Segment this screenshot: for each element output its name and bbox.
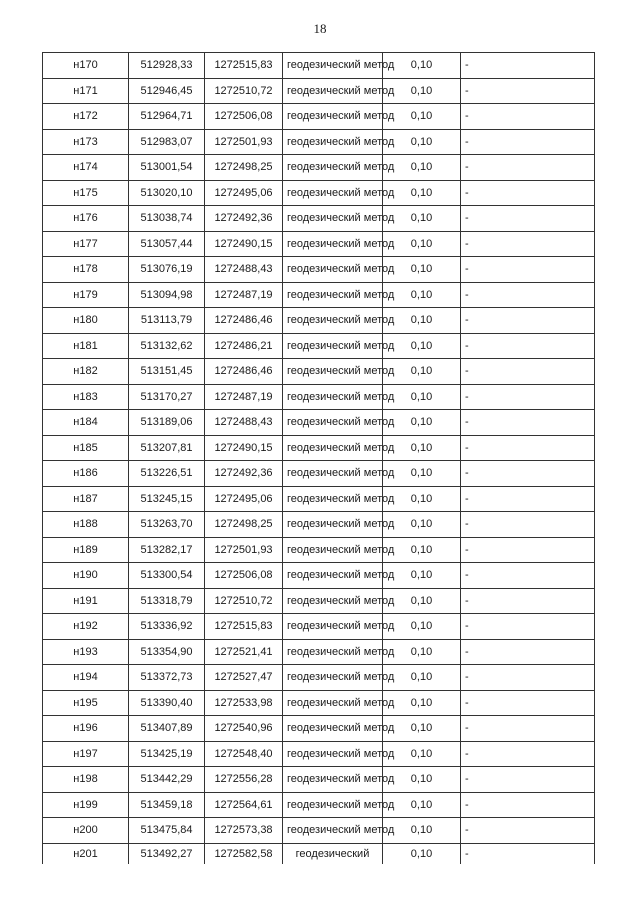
method-cell: геодезический метод (283, 384, 383, 410)
note-cell: - (461, 614, 595, 640)
table-row (43, 843, 595, 864)
point-name-cell: н179 (43, 282, 129, 308)
y-coordinate-cell: 1272486,21 (205, 333, 283, 359)
accuracy-cell: 0,10 (383, 104, 461, 130)
y-coordinate-cell: 1272515,83 (205, 53, 283, 79)
accuracy-cell: 0,10 (383, 180, 461, 206)
note-cell: - (461, 206, 595, 232)
x-coordinate-cell: 513207,81 (129, 435, 205, 461)
note-cell: - (461, 665, 595, 691)
accuracy-cell: 0,10 (383, 410, 461, 436)
note-cell: - (461, 231, 595, 257)
x-coordinate-cell: 513094,98 (129, 282, 205, 308)
y-coordinate-cell: 1272501,93 (205, 537, 283, 563)
point-name-cell: н190 (43, 563, 129, 589)
method-cell: геодезический метод (283, 614, 383, 640)
y-coordinate-cell: 1272490,15 (205, 435, 283, 461)
method-cell: геодезический метод (283, 410, 383, 436)
point-name-cell: н187 (43, 486, 129, 512)
x-coordinate-cell: 513282,17 (129, 537, 205, 563)
method-cell: геодезический метод (283, 792, 383, 818)
x-coordinate-cell: 513390,40 (129, 690, 205, 716)
accuracy-cell: 0,10 (383, 359, 461, 385)
method-cell: геодезический метод (283, 180, 383, 206)
table-row (43, 129, 595, 155)
method-cell: геодезический метод (283, 741, 383, 767)
note-cell: - (461, 818, 595, 844)
y-coordinate-cell: 1272533,98 (205, 690, 283, 716)
x-coordinate-cell: 513245,15 (129, 486, 205, 512)
page-number: 18 (313, 21, 327, 36)
point-name-cell: н183 (43, 384, 129, 410)
y-coordinate-cell: 1272556,28 (205, 767, 283, 793)
coordinates-table-body (43, 53, 595, 864)
method-cell: геодезический метод (283, 257, 383, 283)
note-cell: - (461, 155, 595, 181)
table-row (43, 308, 595, 334)
y-coordinate-cell: 1272540,96 (205, 716, 283, 742)
method-cell: геодезический метод (283, 486, 383, 512)
accuracy-cell: 0,10 (383, 767, 461, 793)
y-coordinate-cell: 1272495,06 (205, 486, 283, 512)
y-coordinate-cell: 1272487,19 (205, 384, 283, 410)
accuracy-cell: 0,10 (383, 384, 461, 410)
method-cell: геодезический метод (283, 512, 383, 538)
table-row (43, 180, 595, 206)
note-cell: - (461, 410, 595, 436)
note-cell: - (461, 767, 595, 793)
point-name-cell: н197 (43, 741, 129, 767)
y-coordinate-cell: 1272510,72 (205, 588, 283, 614)
y-coordinate-cell: 1272492,36 (205, 206, 283, 232)
note-cell: - (461, 333, 595, 359)
y-coordinate-cell: 1272564,61 (205, 792, 283, 818)
method-cell: геодезический метод (283, 563, 383, 589)
y-coordinate-cell: 1272501,93 (205, 129, 283, 155)
note-cell: - (461, 435, 595, 461)
y-coordinate-cell: 1272488,43 (205, 410, 283, 436)
table-row (43, 104, 595, 130)
x-coordinate-cell: 513001,54 (129, 155, 205, 181)
y-coordinate-cell: 1272490,15 (205, 231, 283, 257)
accuracy-cell: 0,10 (383, 282, 461, 308)
point-name-cell: н176 (43, 206, 129, 232)
y-coordinate-cell: 1272548,40 (205, 741, 283, 767)
accuracy-cell: 0,10 (383, 461, 461, 487)
x-coordinate-cell: 513354,90 (129, 639, 205, 665)
table-row (43, 614, 595, 640)
accuracy-cell: 0,10 (383, 435, 461, 461)
y-coordinate-cell: 1272487,19 (205, 282, 283, 308)
x-coordinate-cell: 513151,45 (129, 359, 205, 385)
note-cell: - (461, 129, 595, 155)
note-cell: - (461, 359, 595, 385)
point-name-cell: н198 (43, 767, 129, 793)
method-cell: геодезический метод (283, 231, 383, 257)
accuracy-cell: 0,10 (383, 231, 461, 257)
x-coordinate-cell: 512964,71 (129, 104, 205, 130)
note-cell: - (461, 537, 595, 563)
point-name-cell: н193 (43, 639, 129, 665)
accuracy-cell: 0,10 (383, 639, 461, 665)
accuracy-cell: 0,10 (383, 333, 461, 359)
method-cell: геодезический метод (283, 78, 383, 104)
x-coordinate-cell: 512983,07 (129, 129, 205, 155)
x-coordinate-cell: 512928,33 (129, 53, 205, 79)
table-row (43, 53, 595, 79)
note-cell: - (461, 588, 595, 614)
table-row (43, 231, 595, 257)
table-row (43, 767, 595, 793)
x-coordinate-cell: 513057,44 (129, 231, 205, 257)
point-name-cell: н171 (43, 78, 129, 104)
method-cell: геодезический метод (283, 104, 383, 130)
accuracy-cell: 0,10 (383, 843, 461, 864)
y-coordinate-cell: 1272492,36 (205, 461, 283, 487)
table-row (43, 741, 595, 767)
note-cell: - (461, 512, 595, 538)
table-row (43, 461, 595, 487)
accuracy-cell: 0,10 (383, 308, 461, 334)
accuracy-cell: 0,10 (383, 537, 461, 563)
accuracy-cell: 0,10 (383, 818, 461, 844)
accuracy-cell: 0,10 (383, 614, 461, 640)
x-coordinate-cell: 513189,06 (129, 410, 205, 436)
y-coordinate-cell: 1272498,25 (205, 155, 283, 181)
method-cell: геодезический метод (283, 690, 383, 716)
point-name-cell: н199 (43, 792, 129, 818)
method-cell: геодезический метод (283, 588, 383, 614)
table-row (43, 792, 595, 818)
point-name-cell: н180 (43, 308, 129, 334)
point-name-cell: н194 (43, 665, 129, 691)
x-coordinate-cell: 513038,74 (129, 206, 205, 232)
table-row (43, 435, 595, 461)
x-coordinate-cell: 513407,89 (129, 716, 205, 742)
coordinates-table (42, 52, 595, 864)
note-cell: - (461, 104, 595, 130)
note-cell: - (461, 690, 595, 716)
x-coordinate-cell: 513113,79 (129, 308, 205, 334)
accuracy-cell: 0,10 (383, 78, 461, 104)
x-coordinate-cell: 513372,73 (129, 665, 205, 691)
method-cell: геодезический метод (283, 282, 383, 308)
y-coordinate-cell: 1272506,08 (205, 104, 283, 130)
method-cell: геодезический метод (283, 129, 383, 155)
x-coordinate-cell: 513132,62 (129, 333, 205, 359)
accuracy-cell: 0,10 (383, 155, 461, 181)
method-cell: геодезический метод (283, 665, 383, 691)
table-row (43, 537, 595, 563)
note-cell: - (461, 308, 595, 334)
x-coordinate-cell: 512946,45 (129, 78, 205, 104)
y-coordinate-cell: 1272573,38 (205, 818, 283, 844)
x-coordinate-cell: 513076,19 (129, 257, 205, 283)
note-cell: - (461, 78, 595, 104)
point-name-cell: н195 (43, 690, 129, 716)
x-coordinate-cell: 513442,29 (129, 767, 205, 793)
accuracy-cell: 0,10 (383, 486, 461, 512)
point-name-cell: н189 (43, 537, 129, 563)
x-coordinate-cell: 513170,27 (129, 384, 205, 410)
y-coordinate-cell: 1272527,47 (205, 665, 283, 691)
accuracy-cell: 0,10 (383, 53, 461, 79)
table-row (43, 282, 595, 308)
method-cell: геодезический метод (283, 639, 383, 665)
y-coordinate-cell: 1272488,43 (205, 257, 283, 283)
y-coordinate-cell: 1272495,06 (205, 180, 283, 206)
point-name-cell: н181 (43, 333, 129, 359)
x-coordinate-cell: 513226,51 (129, 461, 205, 487)
y-coordinate-cell: 1272498,25 (205, 512, 283, 538)
table-row (43, 410, 595, 436)
point-name-cell: н186 (43, 461, 129, 487)
table-row (43, 155, 595, 181)
x-coordinate-cell: 513475,84 (129, 818, 205, 844)
accuracy-cell: 0,10 (383, 665, 461, 691)
table-row (43, 588, 595, 614)
note-cell: - (461, 792, 595, 818)
point-name-cell: н191 (43, 588, 129, 614)
note-cell: - (461, 563, 595, 589)
note-cell: - (461, 257, 595, 283)
table-row (43, 639, 595, 665)
accuracy-cell: 0,10 (383, 690, 461, 716)
table-row (43, 690, 595, 716)
method-cell: геодезический метод (283, 206, 383, 232)
point-name-cell: н173 (43, 129, 129, 155)
x-coordinate-cell: 513336,92 (129, 614, 205, 640)
method-cell: геодезический метод (283, 767, 383, 793)
table-row (43, 206, 595, 232)
table-row (43, 486, 595, 512)
x-coordinate-cell: 513459,18 (129, 792, 205, 818)
note-cell: - (461, 741, 595, 767)
accuracy-cell: 0,10 (383, 792, 461, 818)
table-row (43, 359, 595, 385)
note-cell: - (461, 384, 595, 410)
y-coordinate-cell: 1272515,83 (205, 614, 283, 640)
method-cell: геодезический метод (283, 818, 383, 844)
table-row (43, 257, 595, 283)
point-name-cell: н184 (43, 410, 129, 436)
point-name-cell: н182 (43, 359, 129, 385)
y-coordinate-cell: 1272506,08 (205, 563, 283, 589)
method-cell: геодезический метод (283, 716, 383, 742)
point-name-cell: н177 (43, 231, 129, 257)
method-cell: геодезический метод (283, 308, 383, 334)
method-cell: геодезический (283, 843, 383, 864)
accuracy-cell: 0,10 (383, 741, 461, 767)
point-name-cell: н174 (43, 155, 129, 181)
point-name-cell: н178 (43, 257, 129, 283)
method-cell: геодезический метод (283, 435, 383, 461)
method-cell: геодезический метод (283, 359, 383, 385)
y-coordinate-cell: 1272521,41 (205, 639, 283, 665)
y-coordinate-cell: 1272510,72 (205, 78, 283, 104)
accuracy-cell: 0,10 (383, 512, 461, 538)
method-cell: геодезический метод (283, 537, 383, 563)
point-name-cell: н185 (43, 435, 129, 461)
table-row (43, 384, 595, 410)
accuracy-cell: 0,10 (383, 257, 461, 283)
accuracy-cell: 0,10 (383, 206, 461, 232)
method-cell: геодезический метод (283, 155, 383, 181)
note-cell: - (461, 843, 595, 864)
y-coordinate-cell: 1272486,46 (205, 359, 283, 385)
point-name-cell: н192 (43, 614, 129, 640)
table-row (43, 78, 595, 104)
note-cell: - (461, 716, 595, 742)
table-row (43, 665, 595, 691)
note-cell: - (461, 180, 595, 206)
x-coordinate-cell: 513492,27 (129, 843, 205, 864)
method-cell: геодезический метод (283, 333, 383, 359)
point-name-cell: н170 (43, 53, 129, 79)
note-cell: - (461, 53, 595, 79)
note-cell: - (461, 486, 595, 512)
accuracy-cell: 0,10 (383, 716, 461, 742)
y-coordinate-cell: 1272486,46 (205, 308, 283, 334)
point-name-cell: н196 (43, 716, 129, 742)
accuracy-cell: 0,10 (383, 563, 461, 589)
point-name-cell: н188 (43, 512, 129, 538)
note-cell: - (461, 639, 595, 665)
table-row (43, 333, 595, 359)
x-coordinate-cell: 513300,54 (129, 563, 205, 589)
point-name-cell: н172 (43, 104, 129, 130)
point-name-cell: н201 (43, 843, 129, 864)
x-coordinate-cell: 513263,70 (129, 512, 205, 538)
x-coordinate-cell: 513020,10 (129, 180, 205, 206)
table-row (43, 818, 595, 844)
table-row (43, 512, 595, 538)
x-coordinate-cell: 513425,19 (129, 741, 205, 767)
point-name-cell: н175 (43, 180, 129, 206)
note-cell: - (461, 282, 595, 308)
point-name-cell: н200 (43, 818, 129, 844)
table-row (43, 716, 595, 742)
accuracy-cell: 0,10 (383, 588, 461, 614)
accuracy-cell: 0,10 (383, 129, 461, 155)
table-row (43, 563, 595, 589)
y-coordinate-cell: 1272582,58 (205, 843, 283, 864)
method-cell: геодезический метод (283, 53, 383, 79)
x-coordinate-cell: 513318,79 (129, 588, 205, 614)
method-cell: геодезический метод (283, 461, 383, 487)
note-cell: - (461, 461, 595, 487)
